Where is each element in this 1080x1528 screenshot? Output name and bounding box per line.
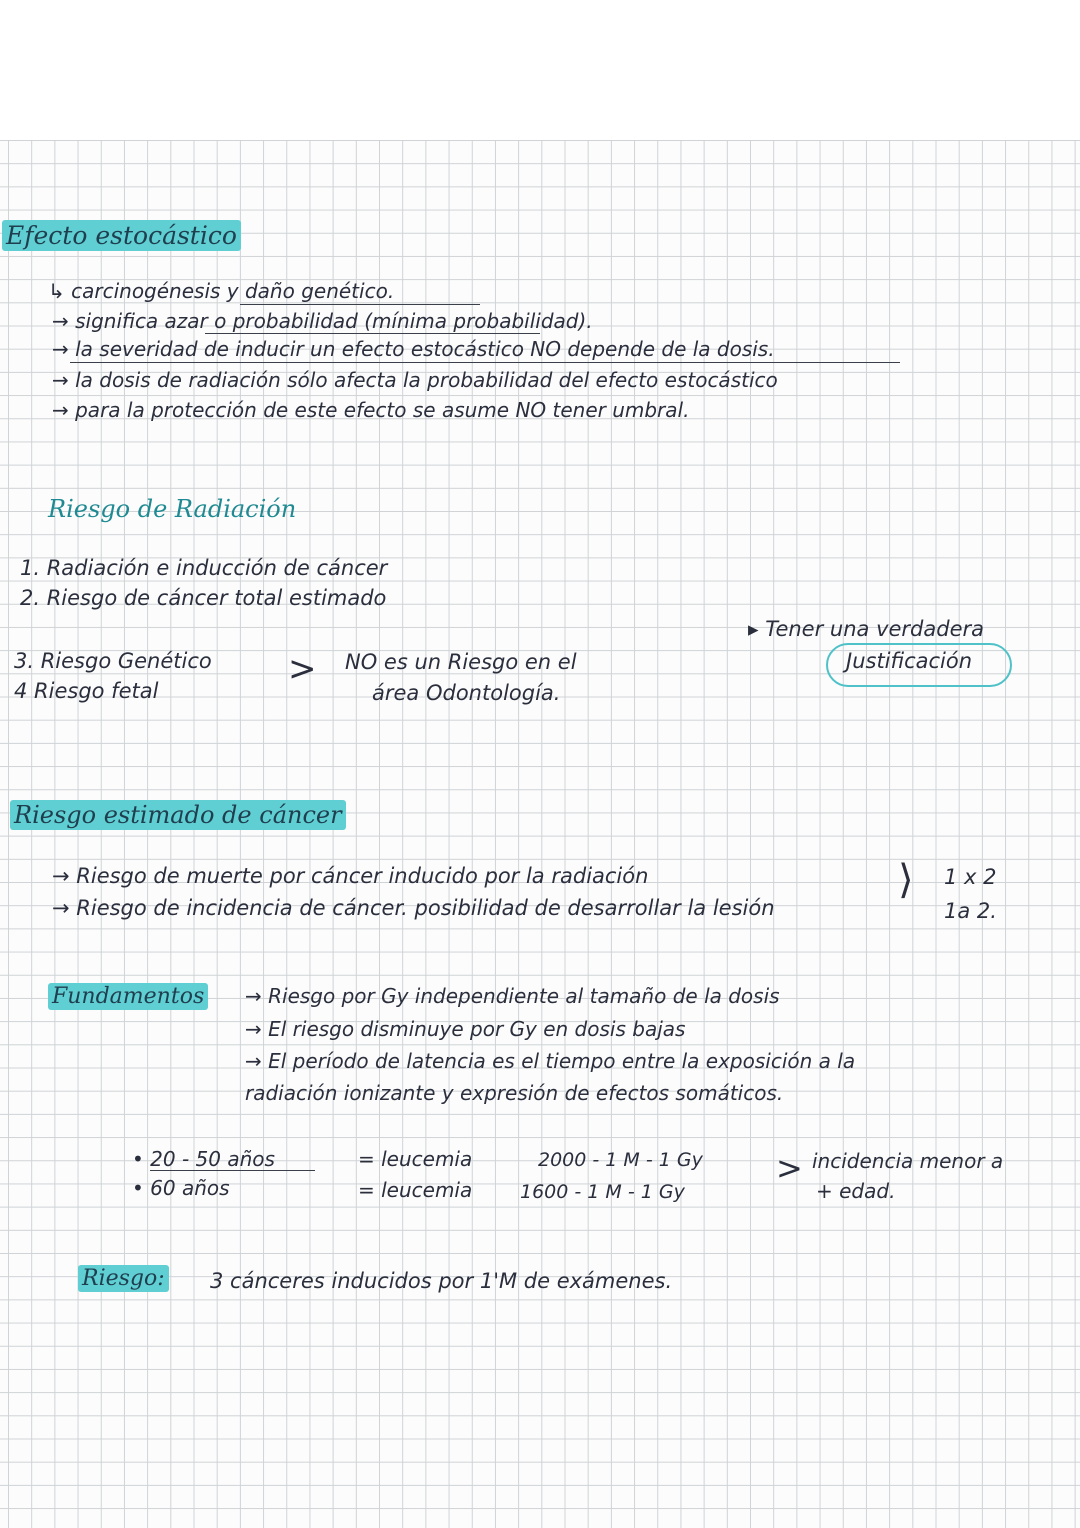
age-group-2: • 60 años — [132, 1176, 230, 1200]
section1-line4: → la dosis de radiación sólo afecta la probabilidad del efecto estocástico — [52, 368, 778, 392]
riesgo-note-line2: área Odontología. — [372, 681, 561, 705]
leucemia-2: = leucemia — [358, 1178, 473, 1202]
section1-line1: ↳ carcinogénesis y daño genético. — [48, 279, 395, 303]
highlighted-title-3: Riesgo estimado de cáncer — [10, 800, 346, 830]
underline-1 — [240, 304, 480, 305]
top-margin — [0, 0, 1080, 140]
side-note-line2: Justificación — [846, 649, 973, 673]
leucemia-1: = leucemia — [358, 1147, 473, 1171]
section-title-riesgo-estimado — [10, 803, 346, 827]
section3-line1: → Riesgo de muerte por cáncer inducido por la radiación — [52, 864, 649, 888]
highlighted-riesgo: Riesgo: — [78, 1265, 169, 1292]
fundamentos-label — [48, 986, 208, 1008]
riesgo-item-2: 2. Riesgo de cáncer total estimado — [20, 586, 387, 610]
highlighted-title: Efecto estocástico — [2, 220, 241, 251]
age-group-1: • 20 - 50 años — [132, 1147, 275, 1171]
fundamentos-line2: → El riesgo disminuye por Gy en dosis bajas — [245, 1017, 686, 1041]
underline-2 — [205, 333, 540, 334]
section-title-riesgo-radiacion: Riesgo de Radiación — [48, 495, 297, 523]
riesgo-note-line1: NO es un Riesgo en el — [345, 650, 577, 674]
riesgo-item-1: 1. Radiación e inducción de cáncer — [20, 556, 388, 580]
stat-2: 1600 - 1 M - 1 Gy — [520, 1181, 685, 1203]
section1-line5: → para la protección de este efecto se asume NO tener umbral. — [52, 398, 690, 422]
riesgo-conclusion: 3 cánceres inducidos por 1'M de exámenes. — [210, 1269, 673, 1293]
riesgo-label — [78, 1268, 169, 1290]
section-title-efecto-estocastico — [2, 223, 241, 248]
section3-line2: → Riesgo de incidencia de cáncer. posibilidad de desarrollar la lesión — [52, 896, 775, 920]
stat-1: 2000 - 1 M - 1 Gy — [538, 1149, 703, 1171]
section1-line2: → significa azar o probabilidad (mínima probabilidad). — [52, 309, 593, 333]
riesgo-item-3: 3. Riesgo Genético — [14, 649, 212, 673]
conclusion-1: incidencia menor a — [812, 1149, 1004, 1173]
underline-3 — [70, 362, 900, 363]
brace-incidencia: > — [776, 1149, 803, 1187]
brace-riesgo: > — [288, 649, 317, 689]
underline-age — [150, 1170, 315, 1171]
ratio-1: 1 x 2 — [944, 865, 997, 889]
fundamentos-line3: → El período de latencia es el tiempo entre la exposición a la — [245, 1049, 856, 1073]
side-note-line1: ▸ Tener una verdadera — [748, 617, 985, 641]
section1-line3: → la severidad de inducir un efecto estocástico NO depende de la dosis. — [52, 337, 775, 361]
brace-riesgo-estimado: ⟩ — [898, 857, 914, 903]
ratio-2: 1a 2. — [944, 899, 997, 923]
riesgo-item-4: 4 Riesgo fetal — [14, 679, 159, 703]
highlighted-fundamentos: Fundamentos — [48, 983, 208, 1010]
conclusion-2: + edad. — [816, 1179, 896, 1203]
fundamentos-line1: → Riesgo por Gy independiente al tamaño de la dosis — [245, 984, 780, 1008]
fundamentos-line4: radiación ionizante y expresión de efectos somáticos. — [245, 1081, 784, 1105]
